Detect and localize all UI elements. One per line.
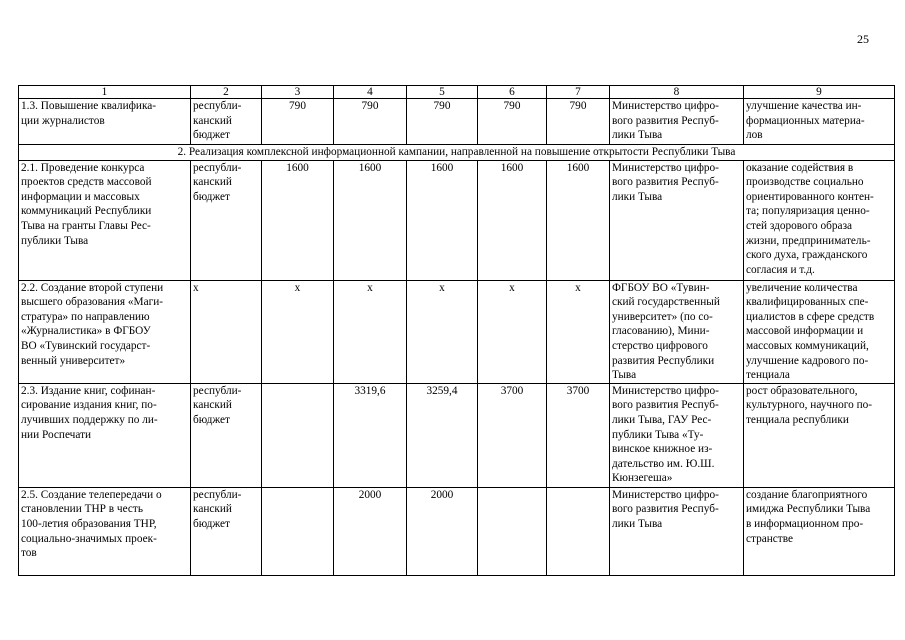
amount-cell: x [478, 280, 547, 383]
table-row [19, 383, 895, 487]
result-cell: увеличение количества квалифицированных спе- циалистов в сфере средств массовой информации и массовых коммуникаций, улучшение кадрового по- тенциала [744, 280, 895, 383]
amount-cell [262, 487, 334, 575]
activity-cell: 1.3. Повышение квалифика- ции журналистов [19, 99, 191, 145]
funding-source-cell: x [191, 280, 262, 383]
funding-source-cell: республи- канский бюджет [191, 383, 262, 487]
activity-cell: 2.5. Создание телепередачи о становлении ТНР в честь 100-летия образования ТНР, социально-значимых проек- тов [19, 487, 191, 575]
amount-cell: 790 [262, 99, 334, 145]
section-title: 2. Реализация комплексной информационной кампании, направленной на повышение открытости Республики Тыва [19, 145, 895, 161]
amount-cell: 3319,6 [334, 383, 407, 487]
amount-cell [547, 487, 610, 575]
section-row [19, 145, 895, 161]
amount-cell: 3700 [478, 383, 547, 487]
funding-source-cell: республи- канский бюджет [191, 99, 262, 145]
amount-cell: 790 [478, 99, 547, 145]
executor-cell: Министерство цифро- вого развития Респуб- лики Тыва, ГАУ Рес- публики Тыва «Ту- винское книжное из- дательство им. Ю.Ш. Кюнзегеша» [610, 383, 744, 487]
column-header: 5 [407, 86, 478, 99]
funding-source-cell: республи- канский бюджет [191, 487, 262, 575]
amount-cell: x [334, 280, 407, 383]
executor-cell: Министерство цифро- вого развития Респуб- лики Тыва [610, 487, 744, 575]
column-header: 3 [262, 86, 334, 99]
amount-cell: 1600 [262, 160, 334, 280]
column-header: 4 [334, 86, 407, 99]
result-cell: создание благоприятного имиджа Республики Тыва в информационном про- странстве [744, 487, 895, 575]
amount-cell: 790 [407, 99, 478, 145]
amount-cell: 3700 [547, 383, 610, 487]
activity-cell: 2.1. Проведение конкурса проектов средств массовой информации и массовых коммуникаций Республики Тыва на гранты Главы Рес- публики Тыва [19, 160, 191, 280]
amount-cell: 2000 [334, 487, 407, 575]
activity-cell: 2.3. Издание книг, софинан- сирование издания книг, по- лучивших поддержку по ли- нии Роспечати [19, 383, 191, 487]
funding-source-cell: республи- канский бюджет [191, 160, 262, 280]
amount-cell [478, 487, 547, 575]
amount-cell: 2000 [407, 487, 478, 575]
amount-cell: 1600 [478, 160, 547, 280]
amount-cell: 790 [547, 99, 610, 145]
column-header: 6 [478, 86, 547, 99]
result-cell: улучшение качества ин- формационных материа- лов [744, 99, 895, 145]
column-header: 9 [744, 86, 895, 99]
amount-cell: x [407, 280, 478, 383]
column-header: 2 [191, 86, 262, 99]
program-table [18, 85, 895, 576]
executor-cell: Министерство цифро- вого развития Респуб- лики Тыва [610, 160, 744, 280]
amount-cell: x [547, 280, 610, 383]
column-number-row [19, 86, 895, 99]
amount-cell: 1600 [547, 160, 610, 280]
executor-cell: ФГБОУ ВО «Тувин- ский государственный университет» (по со- гласованию), Мини- стерство цифрового развития Республики Тыва [610, 280, 744, 383]
executor-cell: Министерство цифро- вого развития Респуб- лики Тыва [610, 99, 744, 145]
table-row [19, 99, 895, 145]
amount-cell: 790 [334, 99, 407, 145]
page-number: 25 [857, 32, 869, 46]
amount-cell [262, 383, 334, 487]
result-cell: рост образовательного, культурного, научного по- тенциала республики [744, 383, 895, 487]
column-header: 1 [19, 86, 191, 99]
table-row [19, 280, 895, 383]
amount-cell: x [262, 280, 334, 383]
activity-cell: 2.2. Создание второй ступени высшего образования «Маги- стратура» по направлению «Журналистика» в ФГБОУ ВО «Тувинский государст- венный университет» [19, 280, 191, 383]
column-header: 8 [610, 86, 744, 99]
amount-cell: 3259,4 [407, 383, 478, 487]
amount-cell: 1600 [334, 160, 407, 280]
table-row [19, 160, 895, 280]
column-header: 7 [547, 86, 610, 99]
table-row [19, 487, 895, 575]
result-cell: оказание содействия в производстве социально ориентированного контен- та; популяризация ценно- стей здорового образа жизни, предприниматель- ского духа, гражданского согласия и т.д. [744, 160, 895, 280]
amount-cell: 1600 [407, 160, 478, 280]
